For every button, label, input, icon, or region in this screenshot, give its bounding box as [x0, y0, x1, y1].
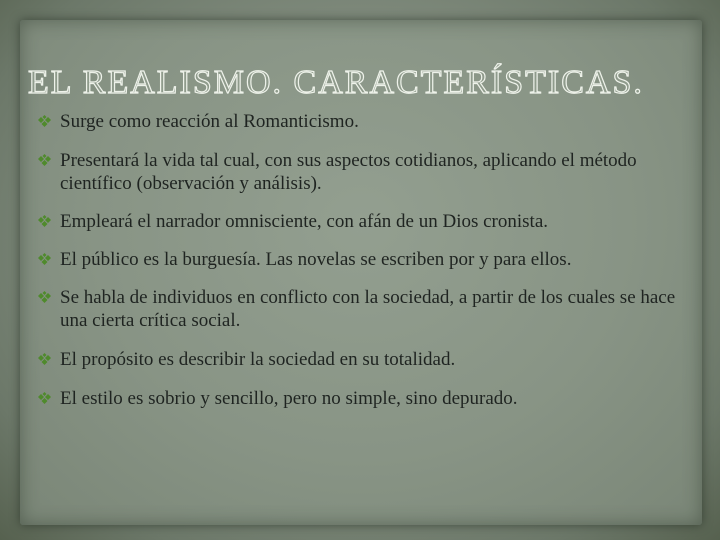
bullet-item	[38, 286, 698, 332]
green-diamond-bullet-icon	[38, 291, 54, 305]
bullet-text: Surge como reacción al Romanticismo.	[60, 111, 359, 132]
bullet-text: El público es la burguesía. Las novelas se escriben por y para ellos.	[60, 249, 572, 270]
bullet-text: Presentará la vida tal cual, con sus aspectos cotidianos, aplicando el método científico (observación y análisis).	[60, 150, 637, 194]
green-diamond-bullet-icon	[38, 215, 54, 229]
green-diamond-bullet-icon	[38, 115, 54, 129]
bullet-item	[38, 110, 698, 133]
bullet-item	[38, 149, 698, 195]
bullet-item	[38, 210, 698, 233]
green-diamond-bullet-icon	[38, 154, 54, 168]
green-diamond-bullet-icon	[38, 392, 54, 406]
bullet-item	[38, 248, 698, 271]
bullet-text: Se habla de individuos en conflicto con la sociedad, a partir de los cuales se hace una cierta crítica social.	[60, 287, 676, 331]
green-diamond-bullet-icon	[38, 353, 54, 367]
bullet-item	[38, 348, 698, 371]
slide-title: EL REALISMO. CARACTERÍSTICAS.	[28, 64, 644, 101]
bullet-item	[38, 387, 698, 410]
bullet-list	[38, 110, 698, 427]
green-diamond-bullet-icon	[38, 253, 54, 267]
bullet-text: El estilo es sobrio y sencillo, pero no simple, sino depurado.	[60, 388, 518, 409]
bullet-text: Empleará el narrador omnisciente, con afán de un Dios cronista.	[60, 211, 549, 232]
bullet-text: El propósito es describir la sociedad en su totalidad.	[60, 349, 456, 370]
